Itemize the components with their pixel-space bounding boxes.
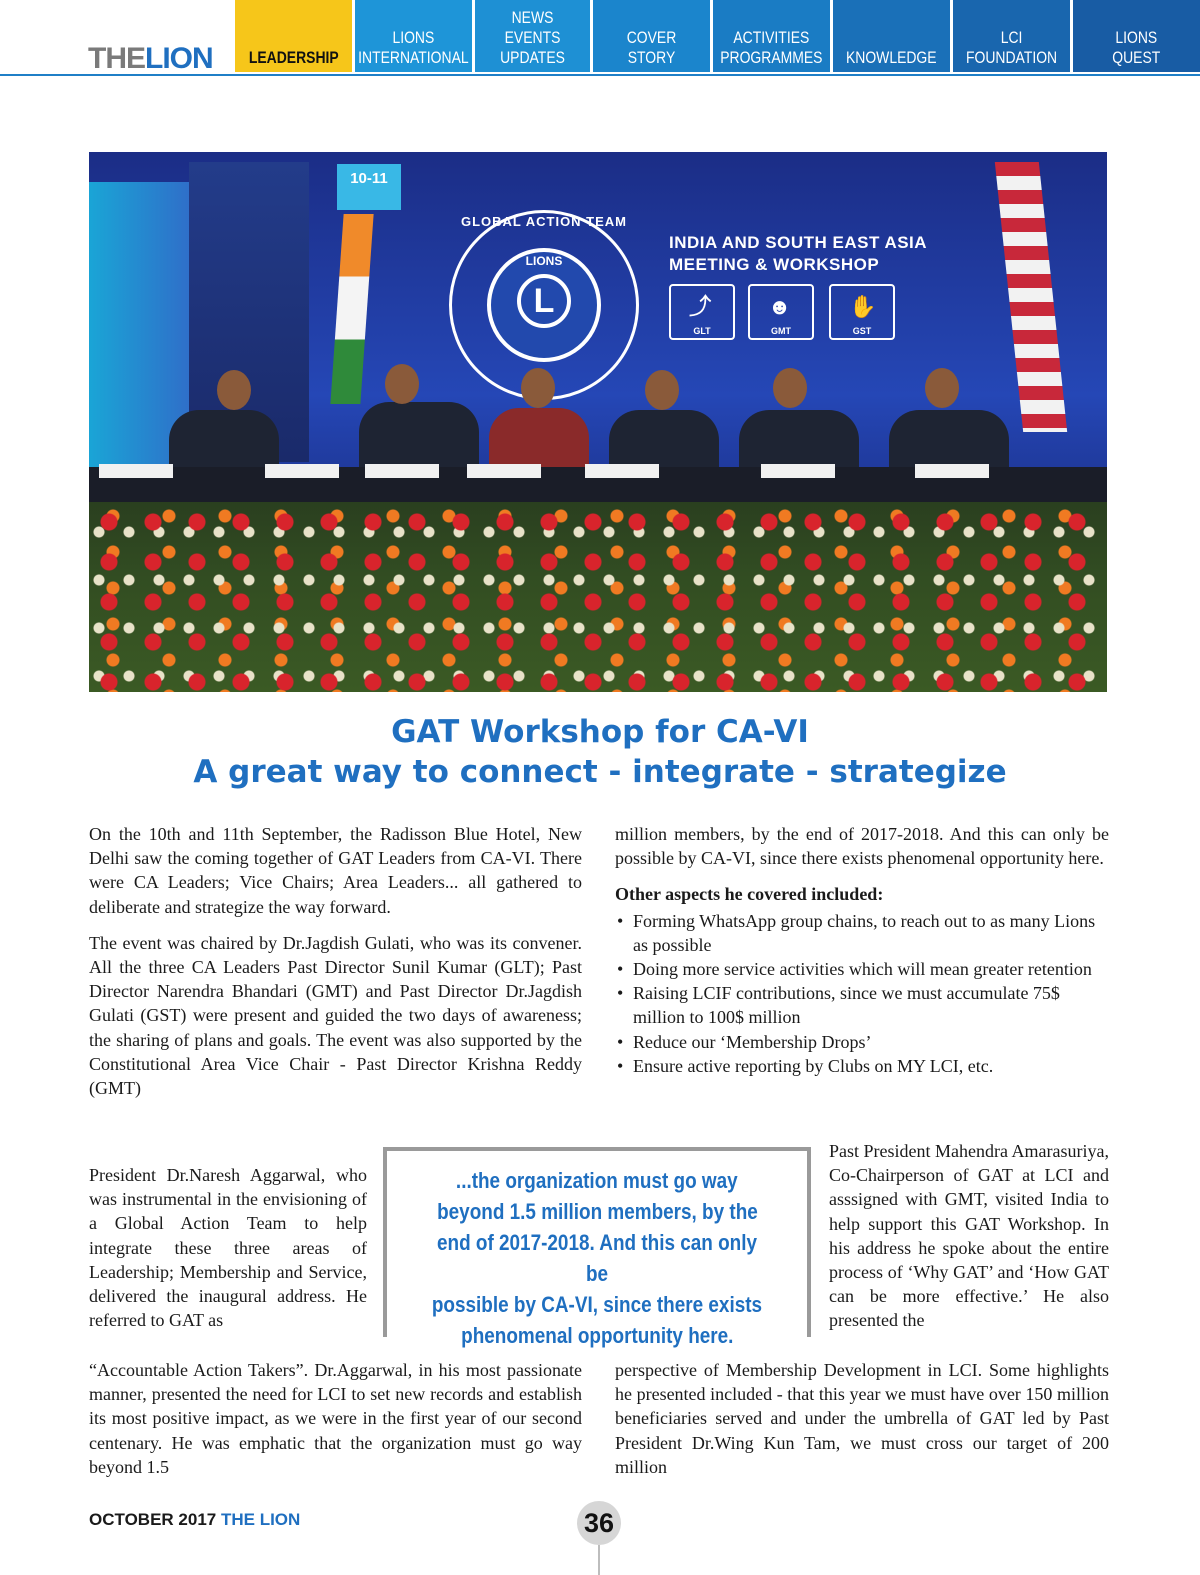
panelist-head (925, 368, 959, 408)
banner-line-1: INDIA AND SOUTH EAST ASIA (669, 233, 928, 252)
nameplate (365, 464, 439, 478)
left-column (89, 822, 582, 1112)
nameplate (265, 464, 339, 478)
panelist-head (217, 370, 251, 410)
article-headline (0, 712, 1200, 792)
date-badge: 10-11 (337, 164, 401, 210)
list-item: • Raising LCIF contributions, since we must accumulate 75$ million to 100$ million (615, 981, 1109, 1029)
list-item: • Reduce our ‘Membership Drops’ (615, 1030, 1109, 1054)
pull-quote-line: phenomenal opportunity here. (460, 1323, 734, 1348)
pull-quote-top-rule (383, 1147, 811, 1159)
list-item: • Forming WhatsApp group chains, to reach out to as many Lions as possible (615, 909, 1109, 957)
subheading-other-aspects: Other aspects he covered included: (615, 884, 884, 905)
paragraph-president-cont: “Accountable Action Takers”. Dr.Aggarwal, in his most passionate manner, presented the need for LCI to set new records and establish its most positive impact, as we were in the first year of our second centenary. He was emphatic that the organization must go way beyond 1.5 (89, 1360, 582, 1477)
paragraph-past-president-cont: perspective of Membership Development in LCI. Some highlights he presented included - that this year we must have over 150 million beneficiaries served and under the umbrella of GAT led by Past President Dr.Wing Kun Tam, we must cross our target of 200 million (615, 1360, 1109, 1477)
headline-subtitle: A great way to connect - integrate - strategize (193, 754, 1007, 790)
list-item: • Doing more service activities which will mean greater retention (615, 957, 1109, 981)
nameplate (99, 464, 173, 478)
nameplate (467, 464, 541, 478)
paragraph-intro: On the 10th and 11th September, the Radisson Blue Hotel, New Delhi saw the coming together of GAT Leaders from CA-VI. There were CA Leaders; Vice Chairs; Area Leaders... all gathered to deliberate and strategize the way forward. (89, 824, 582, 917)
page-divider (598, 1545, 600, 1575)
tab-knowledge[interactable]: KNOWLEDGE (833, 0, 950, 72)
tab-news-events-updates[interactable]: NEWS EVENTS UPDATES (475, 0, 590, 72)
nameplate (761, 464, 835, 478)
nameplate (915, 464, 989, 478)
paragraph-president-wrap: President Dr.Naresh Aggarwal, who was instrumental in the envisioning of a Global Action Team to help integrate these three areas of Leadership; Membership and Service, delivered the inaugural address. He referred to GAT as (89, 1165, 367, 1331)
us-flag (995, 162, 1067, 432)
list-item: • Ensure active reporting by Clubs on MY LCI, etc. (615, 1054, 1109, 1078)
pull-quote (398, 1165, 796, 1351)
pull-quote-line: possible by CA-VI, since there exists (431, 1292, 763, 1317)
logo-the: THE (88, 42, 145, 75)
panelist-head (385, 364, 419, 404)
magazine-logo[interactable] (88, 42, 213, 76)
panelist-head (645, 370, 679, 410)
tab-lions-international[interactable]: LIONS INTERNATIONAL (355, 0, 472, 72)
right-column (615, 822, 1109, 1078)
lions-emblem-text: LIONS (525, 254, 563, 268)
paragraph-chair: The event was chaired by Dr.Jagdish Gulati, who was its convener. All the three CA Leaders Past Director Sunil Kumar (GLT); Past Director Narendra Bhandari (GMT) and Past Director Dr.Jagdish Gulati (GST) were present and guided the two days of awareness; the sharing of plans and goals. The event was also supported by the Constitutional Area Vice Chair - Past Director Krishna Reddy (GMT) (89, 932, 582, 1099)
group-people-icon: ☻ GMT (748, 284, 814, 340)
people-climbing-icon: ⤴ GLT (669, 284, 735, 340)
pull-quote-line: ...the organization must go way (456, 1168, 738, 1193)
footer-issue (89, 1510, 300, 1530)
tab-leadership[interactable]: LEADERSHIP (235, 0, 352, 72)
tab-cover-story[interactable]: COVER STORY (593, 0, 710, 72)
panelist-head (773, 368, 807, 408)
tab-lci-foundation[interactable]: LCI FOUNDATION (953, 0, 1070, 72)
nameplate (585, 464, 659, 478)
footer-magazine-name: THE LION (220, 1510, 301, 1529)
tab-lions-quest[interactable]: LIONS QUEST (1073, 0, 1200, 72)
banner-line-2: MEETING & WORKSHOP (669, 255, 880, 274)
lions-l-mark: L (517, 274, 571, 328)
headline-title: GAT Workshop for CA-VI (391, 714, 809, 750)
paragraph-past-president-wrap: Past President Mahendra Amarasuriya, Co-Chairperson of GAT at LCI and asssigned with GMT, visited India to help support this GAT Workshop. In his address he spoke about the entire process of ‘Why GAT’ and ‘How GAT can be more effective.’ He also presented the (829, 1141, 1109, 1331)
pull-quote-line: beyond 1.5 million members, by the (436, 1199, 758, 1224)
hand-service-icon: ✋ GST (829, 284, 895, 340)
masthead (0, 0, 1200, 76)
issue-date: OCTOBER 2017 (89, 1510, 217, 1529)
event-banner-title (669, 232, 927, 276)
hero-photo (89, 152, 1107, 692)
india-flag (330, 214, 373, 404)
panelist-head (521, 368, 555, 408)
page-number: 36 (577, 1501, 621, 1545)
paragraph-membership: million members, by the end of 2017-2018. And this can only be possible by CA-VI, since there exists phenomenal opportunity here. (615, 824, 1109, 869)
pull-quote-line: end of 2017-2018. And this can only be (436, 1230, 757, 1286)
flower-arrangement (89, 502, 1107, 692)
aspects-list (615, 909, 1109, 1078)
logo-lion: LION (145, 42, 213, 75)
logo-ring-text: GLOBAL ACTION TEAM (460, 214, 628, 229)
tab-activities-programmes[interactable]: ACTIVITIES PROGRAMMES (713, 0, 830, 72)
